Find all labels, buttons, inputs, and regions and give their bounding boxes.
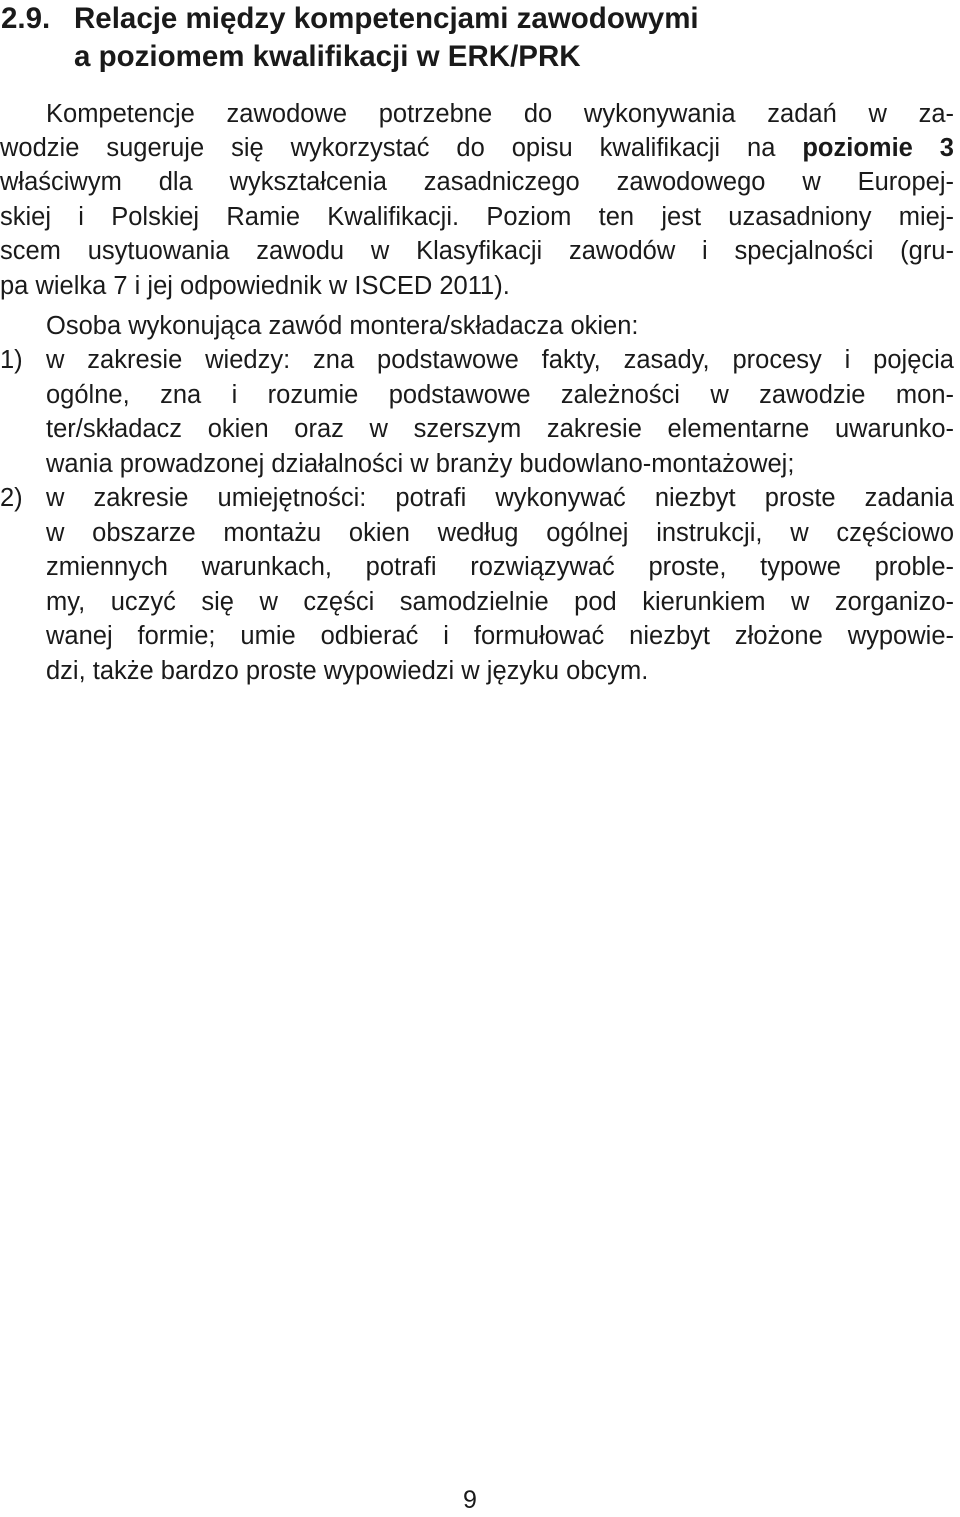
list-item-line: w obszarze montażu okien według ogólnej instrukcji, w częściowo: [46, 519, 954, 547]
list-item-line: zmiennych warunkach, potrafi rozwiązywać proste, typowe proble-: [46, 553, 954, 581]
intro-line-1: Kompetencje zawodowe potrzebne do wykonywania zadań w za-: [46, 100, 954, 128]
lead-sentence: Osoba wykonująca zawód montera/składacza okien:: [46, 312, 639, 340]
list-item-line: my, uczyć się w części samodzielnie pod kierunkiem w zorganizo-: [46, 588, 954, 616]
intro-line-5: scem usytuowania zawodu w Klasyfikacji zawodów i specjalności (gru-: [0, 237, 954, 265]
list-item-line: w zakresie umiejętności: potrafi wykonywać niezbyt proste zadania: [46, 484, 954, 512]
intro-line-2-text: wodzie sugeruje się wykorzystać do opisu kwalifikacji na: [0, 134, 803, 162]
list-item-line: ter/składacz okien oraz w szerszym zakresie elementarne uwarunko-: [46, 415, 954, 443]
level-emphasis: poziomie 3: [802, 134, 954, 162]
page-number: 9: [463, 1486, 477, 1514]
intro-line-3: właściwym dla wykształcenia zasadniczego zawodowego w Europej-: [0, 168, 954, 196]
list-item-line: wanej formie; umie odbierać i formułować niezbyt złożone wypowie-: [46, 622, 954, 650]
list-item-line: dzi, także bardzo proste wypowiedzi w języku obcym.: [46, 657, 649, 685]
list-item-marker: 1): [0, 346, 23, 374]
intro-line-2: [0, 131, 954, 165]
list-item-line: w zakresie wiedzy: zna podstawowe fakty, zasady, procesy i pojęcia: [46, 346, 954, 374]
intro-line-4: skiej i Polskiej Ramie Kwalifikacji. Poziom ten jest uzasadniony miej-: [0, 203, 954, 231]
section-number: 2.9.: [1, 2, 51, 35]
list-item-marker: 2): [0, 484, 23, 512]
section-title-line-1: Relacje między kompetencjami zawodowymi: [74, 2, 699, 35]
list-item-line: ogólne, zna i rozumie podstawowe zależności w zawodzie mon-: [46, 381, 954, 409]
list-item-line: wania prowadzonej działalności w branży budowlano-montażowej;: [46, 450, 795, 478]
section-title-line-2: a poziomem kwalifikacji w ERK/PRK: [74, 40, 581, 73]
intro-line-6: pa wielka 7 i jej odpowiednik w ISCED 2011).: [0, 272, 510, 300]
